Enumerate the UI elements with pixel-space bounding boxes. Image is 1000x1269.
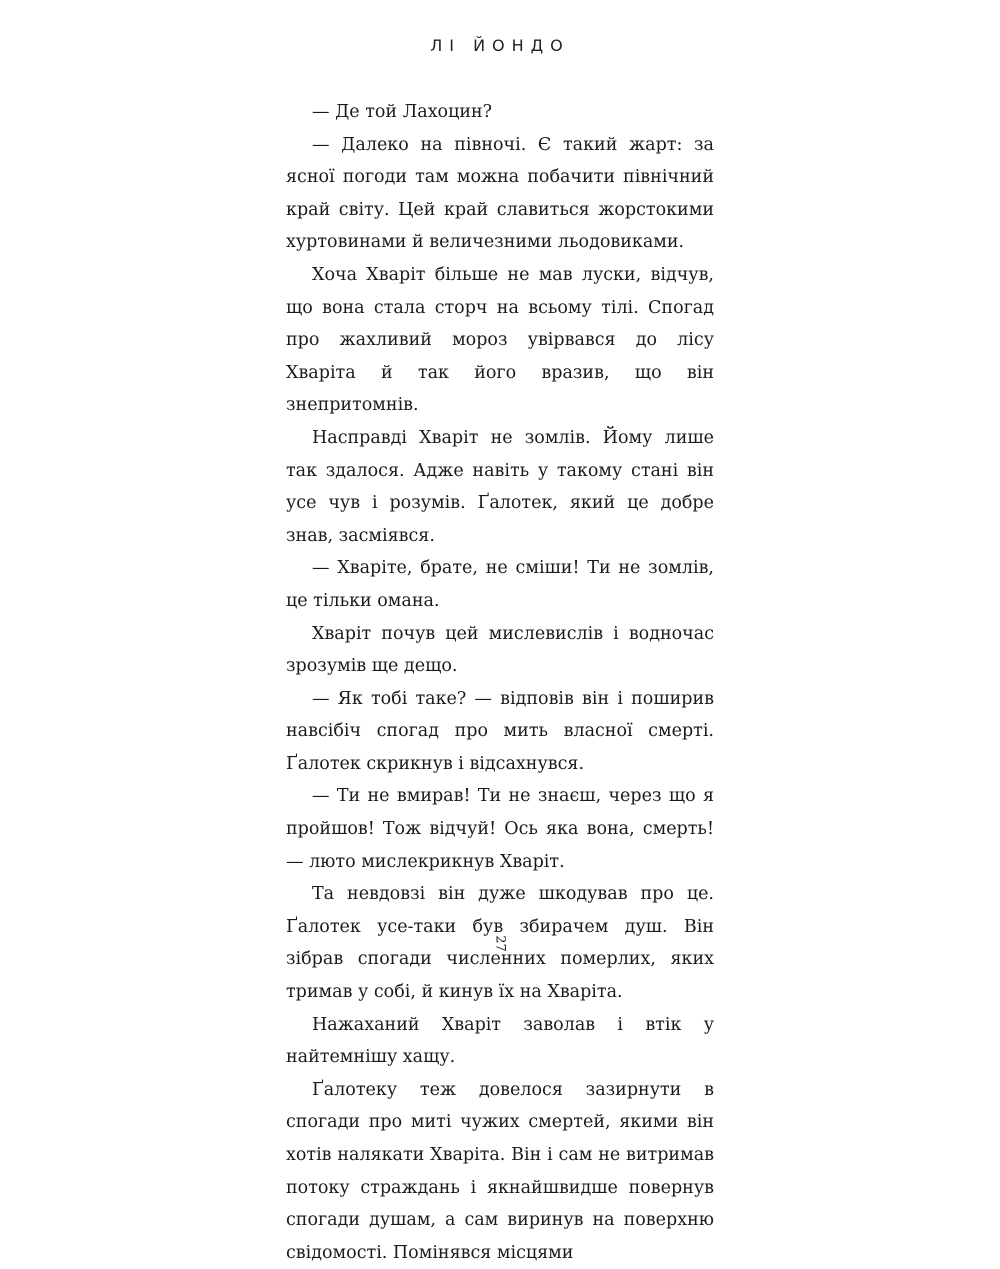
paragraph-11: Ґалотеку теж довелося зазирнути в спогади про миті чужих смертей, якими він хотів налякати Хваріта. Він і сам не витримав потоку страждань і якнайшвидше повернув спогади душам, а сам виринув на поверхню свідомості. Помінявся місцями (286, 1079, 714, 1263)
page-number: 27 (492, 935, 508, 952)
paragraph-7: — Як тобі таке? — відповів він і поширив навсібіч спогад про мить власної смерті. Ґалотек скрикнув і відсахнувся. (286, 688, 714, 774)
paragraph-4: Насправді Хваріт не зомлів. Йому лише так здалося. Адже навіть у такому стані він усе чув і розумів. Ґалотек, який це добре знав, засміявся. (286, 427, 714, 546)
paragraph-2: — Далеко на півночі. Є такий жарт: за ясної погоди там можна побачити північний край світу. Цей край славиться жорстокими хуртовинами й величезними льодовиками. (286, 134, 714, 253)
paragraph-3: Хоча Хваріт більше не мав луски, відчув, що вона стала сторч на всьому тілі. Спогад про жахливий мороз увірвався до лісу Хваріта й так його вразив, що він знепритомнів. (286, 264, 714, 416)
running-header-author: ЛІ ЙОНДО (430, 36, 570, 55)
paragraph-1: — Де той Лахоцин? (312, 102, 493, 122)
body-text (286, 96, 714, 1269)
paragraph-8: — Ти не вмирав! Ти не знаєш, через що я пройшов! Тож відчуй! Ось яка вона, смерть! — люто мислекрикнув Хваріт. (286, 786, 714, 872)
paragraph-5: — Хваріте, брате, не сміши! Ти не зомлів, це тільки омана. (286, 558, 714, 611)
paragraph-9: Та невдовзі він дуже шкодував про це. Ґалотек усе-таки був збирачем душ. Він зібрав спогади численних померлих, яких тримав у собі, й кинув їх на Хваріта. (286, 884, 714, 1003)
paragraph-10: Нажаханий Хваріт заволав і втік у найтемнішу хащу. (286, 1014, 714, 1068)
paragraph-6: Хваріт почув цей мислевислів і водночас зрозумів ще дещо. (286, 623, 714, 677)
